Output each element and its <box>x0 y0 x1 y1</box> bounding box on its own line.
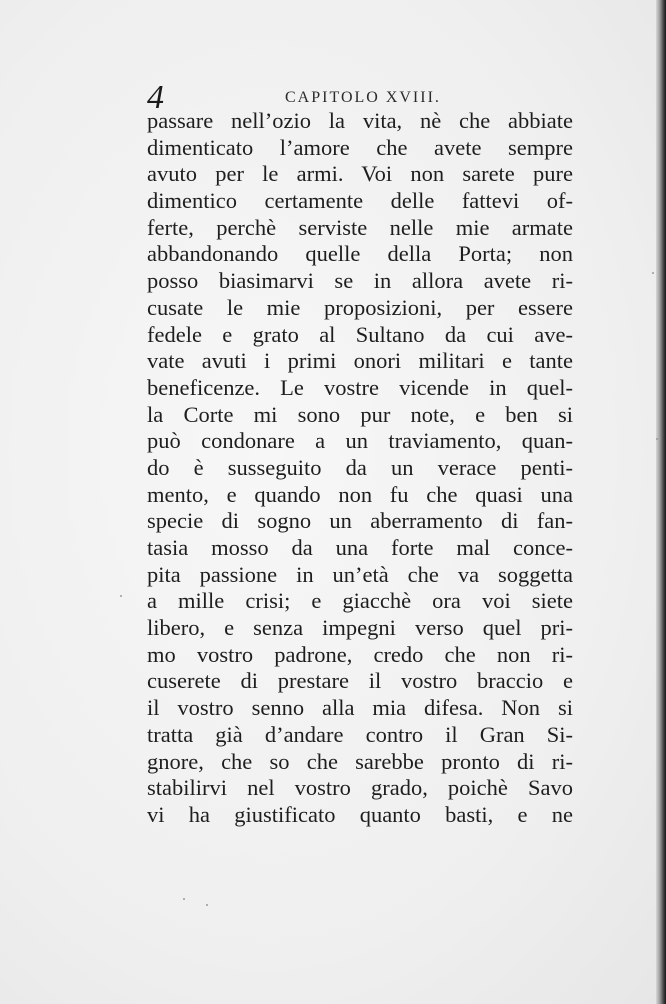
text-line: la Corte mi sono pur note, e ben si <box>147 401 573 427</box>
text-line: il vostro senno alla mia difesa. Non si <box>147 695 573 721</box>
text-line: a mille crisi; e giacchè ora voi siete <box>147 588 573 614</box>
text-line: tasia mosso da una forte mal conce- <box>147 535 573 560</box>
text-line: vi ha giustificato quanto basti, e ne <box>147 801 573 827</box>
text-line: pita passione in un’età che va soggetta <box>147 561 573 587</box>
text-line: do è susseguito da un verace penti- <box>147 454 573 480</box>
text-line: stabilirvi nel vostro grado, poichè Savo <box>147 775 573 801</box>
text-line: specie di sogno un aberramento di fan- <box>147 508 573 534</box>
text-line: ferte, perchè serviste nelle mie armate <box>147 214 573 240</box>
body-text <box>147 108 573 829</box>
text-line: libero, e senza impegni verso quel pri- <box>147 615 573 641</box>
text-line: cuserete di prestare il vostro braccio e <box>147 668 573 694</box>
text-line: posso biasimarvi se in allora avete ri- <box>147 268 573 294</box>
text-line: beneficenze. Le vostre vicende in quel- <box>147 374 573 400</box>
text-line: vate avuti i primi onori militari e tante <box>147 348 573 374</box>
paper-speck <box>652 272 654 274</box>
text-line: abbandonando quelle della Porta; non <box>147 241 573 267</box>
paper-speck <box>183 898 185 900</box>
page-edge-shadow <box>656 0 666 1004</box>
text-line: gnore, che so che sarebbe pronto di ri- <box>147 748 573 774</box>
text-line: può condonare a un traviamento, quan- <box>147 428 573 454</box>
text-line: avuto per le armi. Voi non sarete pure <box>147 161 573 187</box>
text-line: fedele e grato al Sultano da cui ave- <box>147 321 573 347</box>
paper-speck <box>206 904 208 906</box>
page-number: 4 <box>147 79 164 116</box>
text-line: mo vostro padrone, credo che non ri- <box>147 641 573 667</box>
text-line: cusate le mie proposizioni, per essere <box>147 294 573 320</box>
text-line: dimenticato l’amore che avete sempre <box>147 134 573 160</box>
paper-speck <box>656 438 658 440</box>
running-head: CAPITOLO XVIII. <box>285 89 441 106</box>
text-line: tratta già d’andare contro il Gran Si- <box>147 721 573 747</box>
text-line: passare nell’ozio la vita, nè che abbiate <box>147 108 573 133</box>
text-line: mento, e quando non fu che quasi una <box>147 481 573 507</box>
text-line: dimentico certamente delle fattevi of- <box>147 188 573 214</box>
paper-speck <box>120 595 122 597</box>
